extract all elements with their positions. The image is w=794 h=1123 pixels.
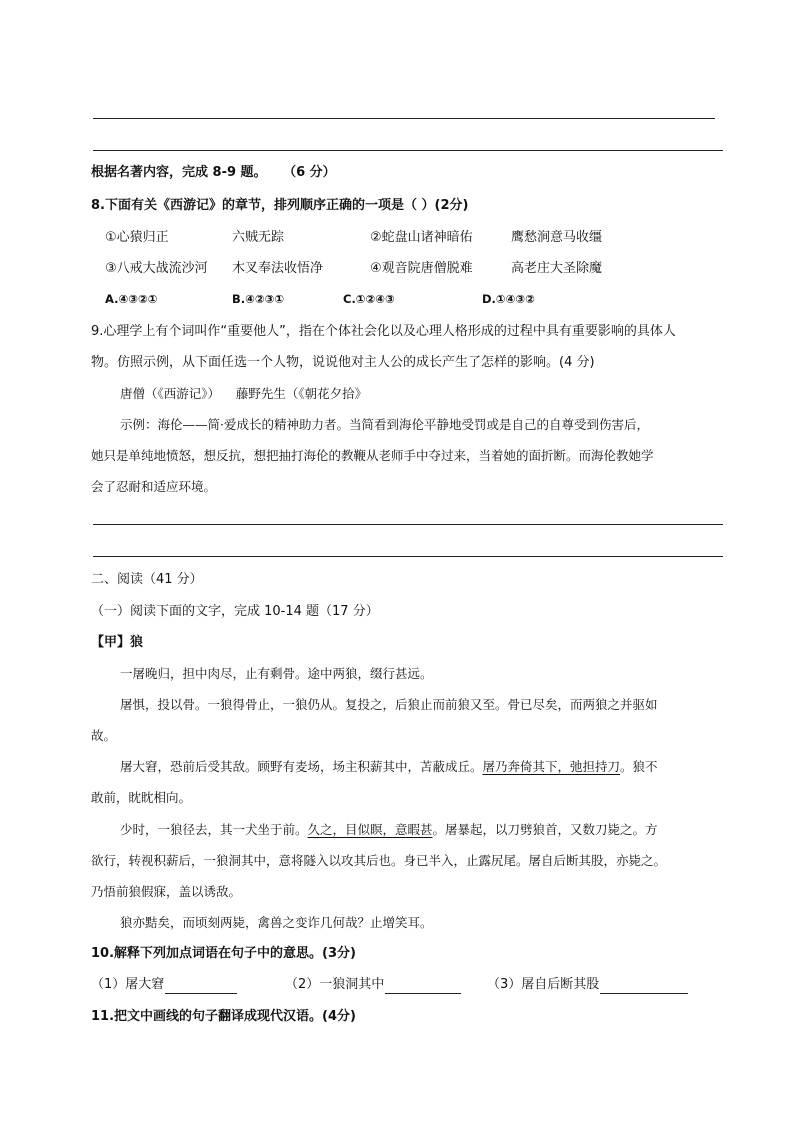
intro-score: （6 分） <box>283 165 336 180</box>
passage-paragraph: 故。 <box>91 728 117 743</box>
passage-paragraph: 狼亦黠矣，而顷刻两毙，禽兽之变诈几何哉？止增笑耳。 <box>120 915 433 930</box>
q10-item-1 <box>91 976 237 994</box>
passage-paragraph: 一屠晚归，担中肉尽，止有剩骨。途中两狼，缀行甚远。 <box>120 666 433 681</box>
answer-blank[interactable] <box>385 979 461 994</box>
q8-item: 高老庄大圣除魔 <box>511 261 603 276</box>
passage-paragraph: 敢前，眈眈相向。 <box>91 790 192 805</box>
q9-example-line2: 她只是单纯地愤怒，想反抗，想把抽打海伦的教鞭从老师手中夺过来，当着她的面折断。而海伦教她学 <box>91 448 654 463</box>
underlined-sentence: 久之，目似瞑，意暇甚 <box>307 822 433 837</box>
q9-persons: 唐僧（《西游记》） 藤野先生（《朝花夕拾》 <box>120 386 368 401</box>
passage-paragraph: 屠惧，投以骨。一狼得骨止，一狼仍从。复投之，后狼止而前狼又至。骨已尽矣，而两狼之并驱如 <box>120 697 658 712</box>
q8-item: 六贼无踪 <box>232 230 285 245</box>
question-10-stem: 10.解释下列加点词语在句子中的意思。(3分) <box>91 946 356 961</box>
answer-line <box>93 118 715 119</box>
q10-item-2 <box>285 976 461 994</box>
answer-blank[interactable] <box>600 979 688 994</box>
passage-text: 少时，一狼径去，其一犬坐于前。 <box>120 822 308 837</box>
passage-paragraph <box>120 821 658 839</box>
answer-line <box>93 524 723 525</box>
section-intro <box>91 164 336 182</box>
passage-title: 【甲】狼 <box>91 635 144 650</box>
q10-item-text: （1）屠大窘 <box>91 977 165 992</box>
q9-example-line1: 示例：海伦——简·爱成长的精神助力者。当简看到海伦平静地受罚或是自己的自尊受到伤害后， <box>120 417 649 432</box>
q10-item-text: （2）一狼洞其中 <box>285 977 385 992</box>
passage-paragraph <box>120 758 658 776</box>
q8-item: ④观音院唐僧脱难 <box>370 261 473 276</box>
q8-item: 鹰愁涧意马收缰 <box>511 230 603 245</box>
question-9-stem-line2: 物。仿照示例，从下面任选一个人物，说说他对主人公的成长产生了怎样的影响。(4 分) <box>91 355 595 370</box>
passage-text: 。屠暴起，以刀劈狼首，又数刀毙之。方 <box>432 822 658 837</box>
passage-text: 屠大窘，恐前后受其敌。顾野有麦场，场主积薪其中，苫蔽成丘。 <box>120 759 483 774</box>
intro-text: 根据名著内容，完成 8-9 题。 <box>91 165 267 180</box>
answer-line <box>93 556 723 557</box>
question-9-stem-line1: 9.心理学上有个词叫作“重要他人”，指在个体社会化以及心理人格形成的过程中具有重要影响的具体人 <box>91 324 676 339</box>
passage-paragraph: 乃悟前狼假寐，盖以诱敌。 <box>91 884 242 899</box>
underlined-sentence: 屠乃奔倚其下，弛担持刀 <box>482 759 621 774</box>
question-8-stem: 8.下面有关《西游记》的章节，排列顺序正确的一项是（ ）(2分) <box>91 198 469 213</box>
sub-heading: （一）阅读下面的文字，完成 10-14 题（17 分） <box>91 604 379 619</box>
answer-line <box>93 150 723 151</box>
q10-item-3 <box>487 976 688 994</box>
q8-option-c: C.①②④③ <box>343 292 395 306</box>
q8-item: ①心猿归正 <box>105 230 169 245</box>
section-heading: 二、阅读（41 分） <box>91 572 203 587</box>
q8-option-d: D.①④③② <box>482 292 535 306</box>
passage-text: 。狼不 <box>620 759 658 774</box>
q8-option-b: B.④②③① <box>232 292 285 306</box>
passage-paragraph: 欲行，转视积薪后，一狼洞其中，意将隧入以攻其后也。身已半入，止露尻尾。屠自后断其股，亦毙之。 <box>91 853 667 868</box>
q8-item: ②蛇盘山诸神暗佑 <box>370 230 473 245</box>
q8-option-a: A.④③②① <box>105 292 158 306</box>
question-11-stem: 11.把文中画线的句子翻译成现代汉语。(4分) <box>91 1009 356 1024</box>
q10-item-text: （3）屠自后断其股 <box>487 977 600 992</box>
q9-example-line3: 会了忍耐和适应环境。 <box>91 479 217 494</box>
q8-item: 木叉奉法收悟净 <box>232 261 324 276</box>
answer-blank[interactable] <box>165 979 237 994</box>
q8-item: ③八戒大战流沙河 <box>105 261 208 276</box>
